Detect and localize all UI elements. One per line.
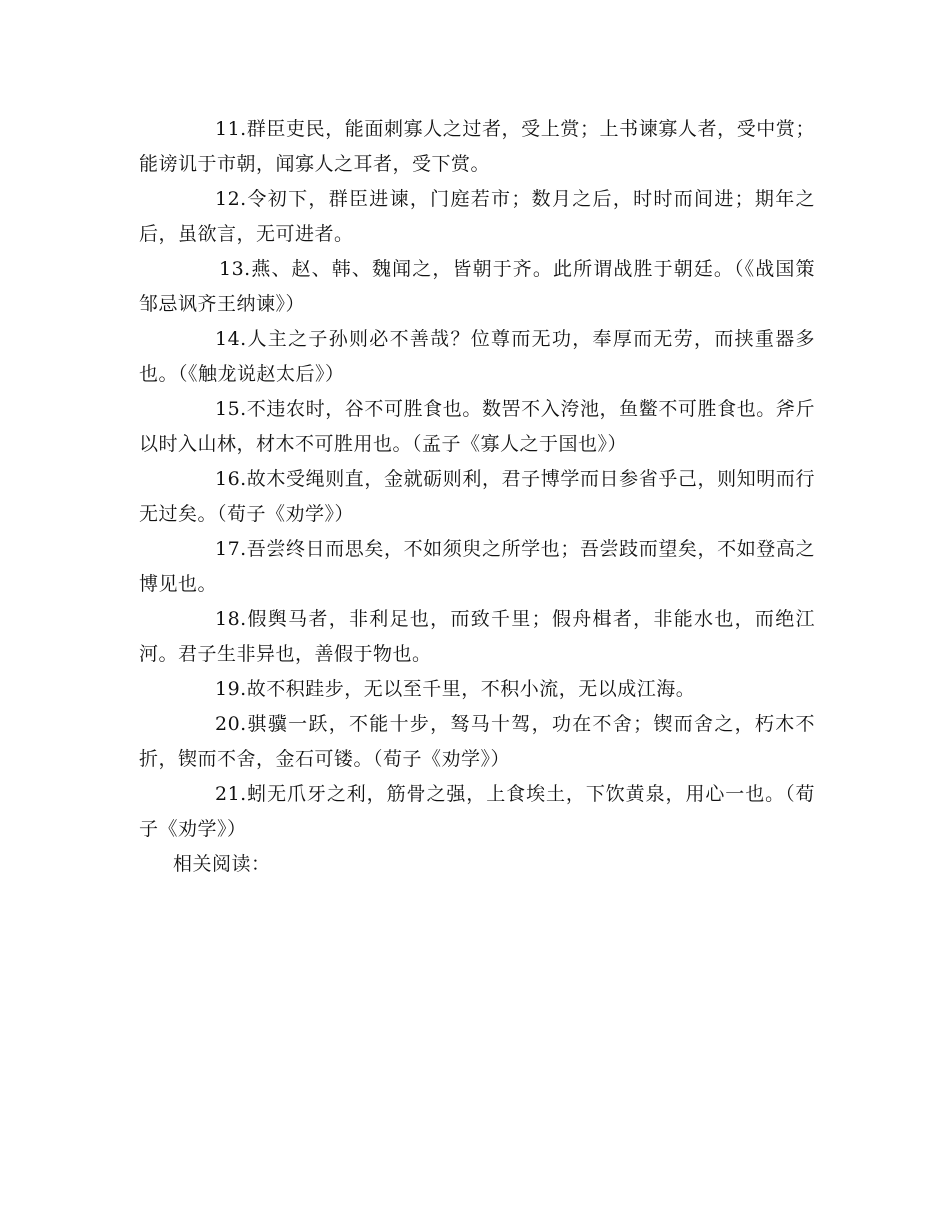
- paragraph-19: 19.故不积跬步，无以至千里，不积小流，无以成江海。: [215, 678, 696, 700]
- paragraph-14: 14.人主之子孙则必不善哉？位尊而无功，奉厚而无劳，而挟重器多也。（《触龙说赵太后》）: [139, 328, 815, 385]
- paragraph-12: 12.令初下，群臣进谏，门庭若市；数月之后，时时而间进；期年之后，虽欲言，无可进者。: [139, 188, 815, 245]
- paragraph-15: 15.不违农时，谷不可胜食也。数罟不入洿池，鱼鳖不可胜食也。斧斤以时入山林，材木不可胜用也。（孟子《寡人之于国也》）: [139, 398, 815, 455]
- paragraph-13: 13.燕、赵、韩、魏闻之，皆朝于齐。此所谓战胜于朝廷。（《战国策邹忌讽齐王纳谏》）: [139, 258, 815, 315]
- paragraph-17: 17.吾尝终日而思矣，不如须臾之所学也；吾尝跂而望矣，不如登高之博见也。: [139, 538, 815, 595]
- paragraph-11: 11.群臣吏民，能面刺寡人之过者，受上赏；上书谏寡人者，受中赏；能谤讥于市朝，闻寡人之耳者，受下赏。: [139, 118, 815, 175]
- paragraph-20: 20.骐骥一跃，不能十步，驽马十驾，功在不舍；锲而舍之，朽木不折，锲而不舍，金石可镂。（荀子《劝学》）: [139, 713, 815, 770]
- paragraph-21: 21.蚓无爪牙之利，筋骨之强，上食埃土，下饮黄泉，用心一也。（荀子《劝学》）: [139, 783, 815, 840]
- paragraph-18: 18.假舆马者，非利足也，而致千里；假舟楫者，非能水也，而绝江河。君子生非异也，善假于物也。: [139, 608, 815, 665]
- related-reading-label: 相关阅读：: [173, 853, 271, 875]
- document-body: [139, 112, 815, 882]
- paragraph-16: 16.故木受绳则直，金就砺则利，君子博学而日参省乎己，则知明而行无过矣。（荀子《劝学》）: [139, 468, 815, 525]
